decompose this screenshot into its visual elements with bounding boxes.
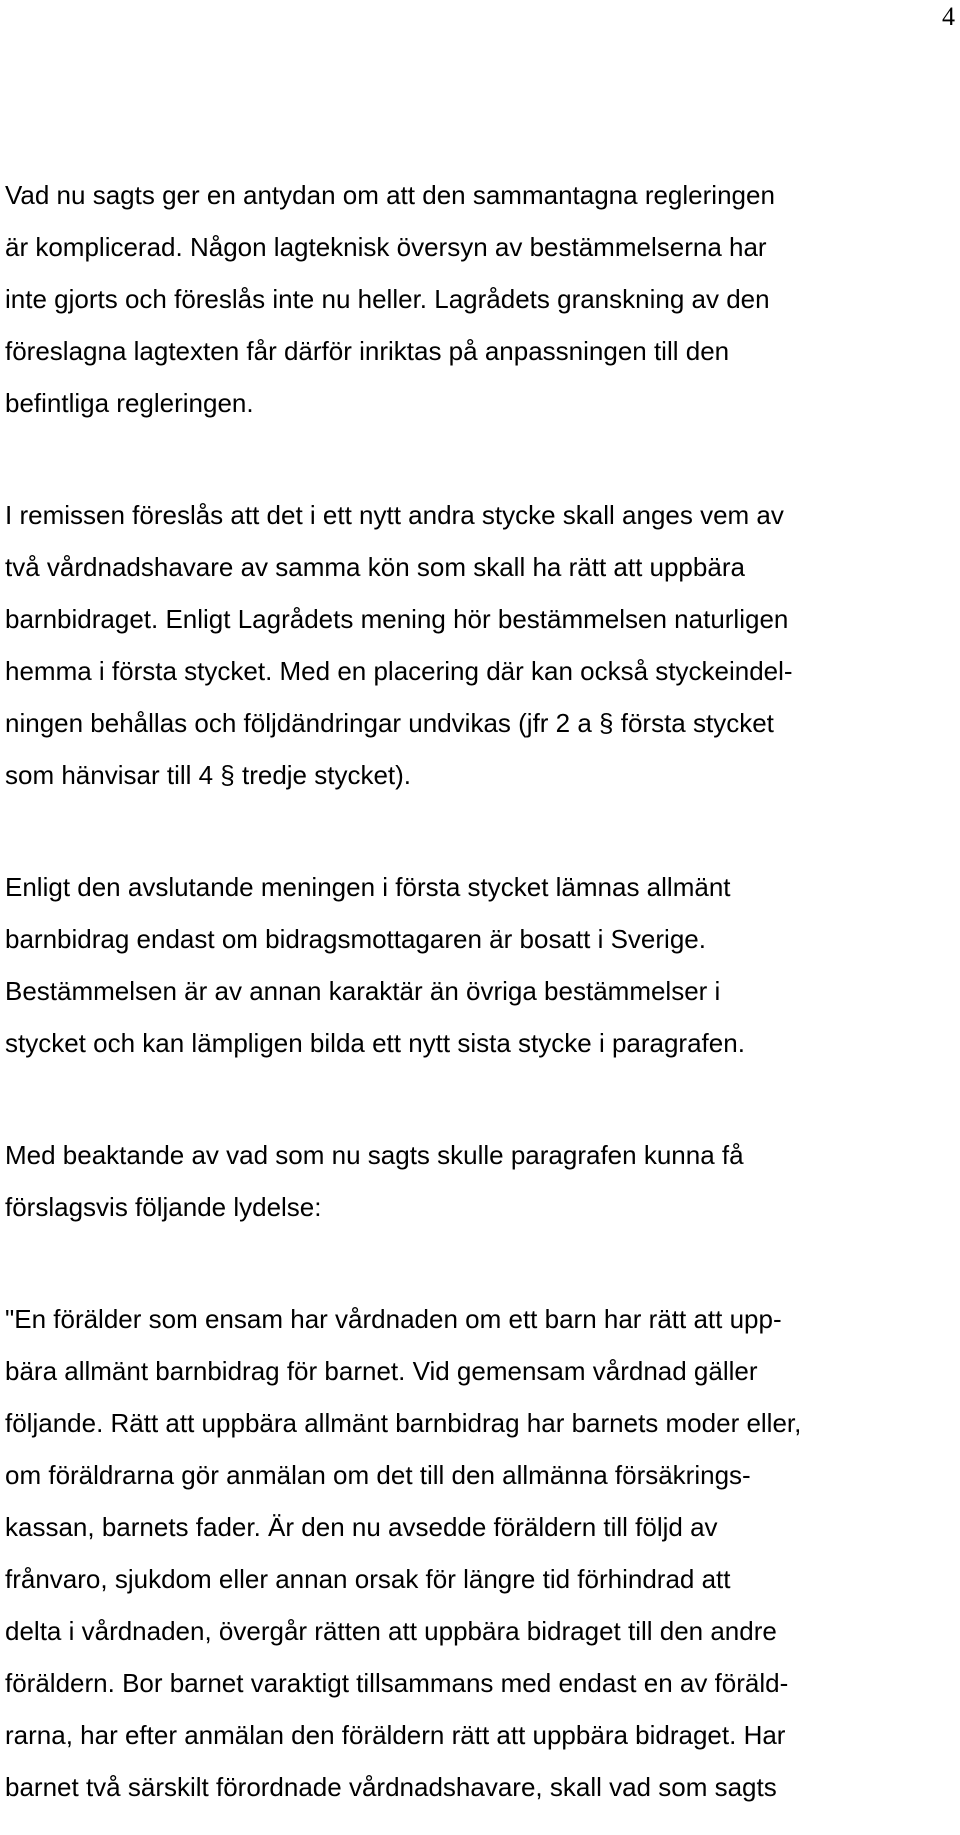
text-line: Med beaktande av vad som nu sagts skulle paragrafen kunna få — [5, 1140, 744, 1170]
text-line: barnet två särskilt förordnade vårdnadshavare, skall vad som sagts — [5, 1772, 777, 1802]
text-line: om föräldrarna gör anmälan om det till den allmänna försäkrings- — [5, 1460, 751, 1490]
page-number: 4 — [942, 2, 955, 31]
text-line: är komplicerad. Någon lagteknisk översyn av bestämmelserna har — [5, 232, 767, 262]
text-line: Enligt den avslutande meningen i första stycket lämnas allmänt — [5, 872, 731, 902]
text-line: hemma i första stycket. Med en placering där kan också styckeindel- — [5, 656, 793, 686]
text-line: barnbidraget. Enligt Lagrådets mening hör bestämmelsen naturligen — [5, 604, 789, 634]
text-line: Vad nu sagts ger en antydan om att den sammantagna regleringen — [5, 180, 775, 210]
text-line: inte gjorts och föreslås inte nu heller. Lagrådets granskning av den — [5, 284, 770, 314]
text-line: delta i vårdnaden, övergår rätten att uppbära bidraget till den andre — [5, 1616, 777, 1646]
text-line: I remissen föreslås att det i ett nytt andra stycke skall anges vem av — [5, 500, 784, 530]
text-line: "En förälder som ensam har vårdnaden om ett barn har rätt att upp- — [5, 1304, 782, 1334]
text-line: som hänvisar till 4 § tredje stycket). — [5, 760, 412, 790]
text-line: två vårdnadshavare av samma kön som skall ha rätt att uppbära — [5, 552, 745, 582]
text-line: följande. Rätt att uppbära allmänt barnbidrag har barnets moder eller, — [5, 1408, 802, 1438]
text-line: Bestämmelsen är av annan karaktär än övriga bestämmelser i — [5, 976, 721, 1006]
text-line: stycket och kan lämpligen bilda ett nytt sista stycke i paragrafen. — [5, 1028, 745, 1058]
text-line: befintliga regleringen. — [5, 388, 254, 418]
text-line: ningen behållas och följdändringar undvikas (jfr 2 a § första stycket — [5, 708, 774, 738]
text-line: föräldern. Bor barnet varaktigt tillsammans med endast en av föräld- — [5, 1668, 789, 1698]
text-line: förslagsvis följande lydelse: — [5, 1192, 322, 1222]
text-line: bära allmänt barnbidrag för barnet. Vid gemensam vårdnad gäller — [5, 1356, 758, 1386]
text-line: föreslagna lagtexten får därför inriktas på anpassningen till den — [5, 336, 730, 366]
text-line: frånvaro, sjukdom eller annan orsak för längre tid förhindrad att — [5, 1564, 731, 1594]
text-line: barnbidrag endast om bidragsmottagaren är bosatt i Sverige. — [5, 924, 706, 954]
text-line: kassan, barnets fader. Är den nu avsedde föräldern till följd av — [5, 1512, 718, 1542]
text-line: rarna, har efter anmälan den föräldern rätt att uppbära bidraget. Har — [5, 1720, 786, 1750]
